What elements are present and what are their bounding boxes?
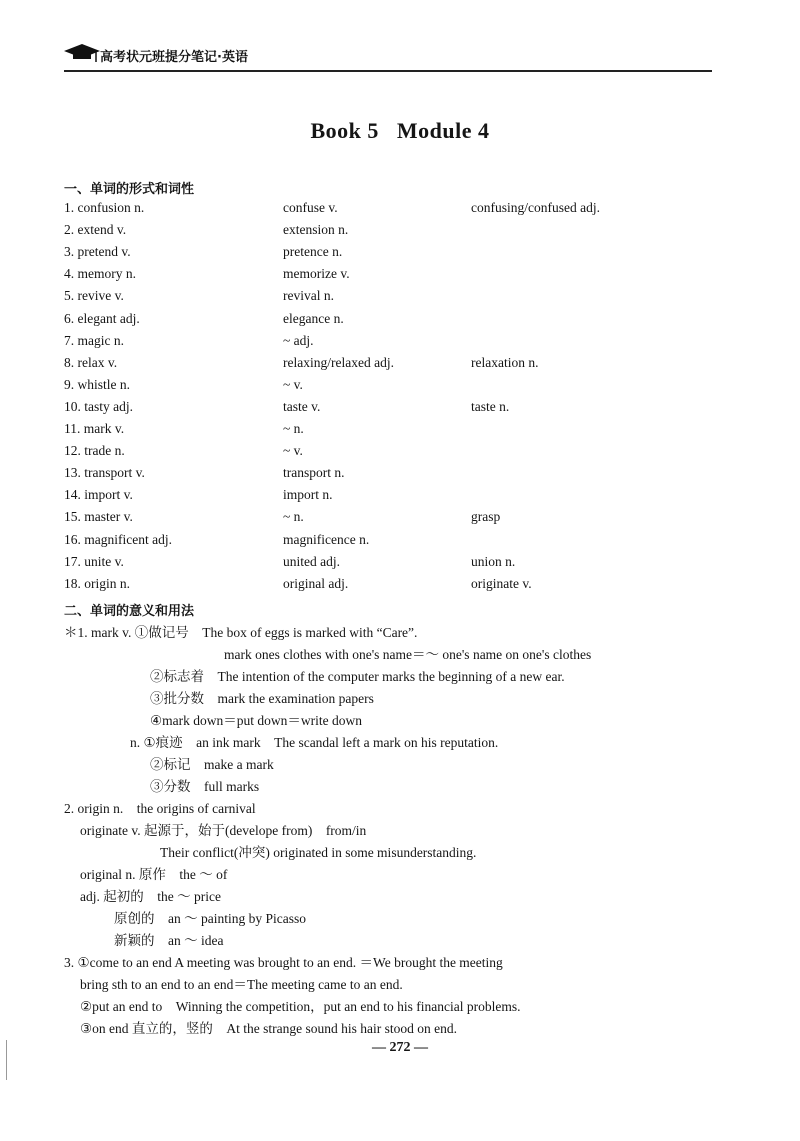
graduation-cap-icon xyxy=(64,42,100,64)
derived-word: taste v. xyxy=(283,398,321,414)
base-word: 3. pretend v. xyxy=(64,244,131,260)
word-row xyxy=(0,421,800,443)
base-word: 12. trade n. xyxy=(64,443,125,459)
related-word: taste n. xyxy=(471,398,510,414)
usage-line: 2. origin n. the origins of carnival xyxy=(64,801,256,816)
derived-word: revival n. xyxy=(283,288,334,304)
derived-word: ~ v. xyxy=(283,376,303,392)
derived-word: extension n. xyxy=(283,222,349,238)
word-row xyxy=(0,244,800,266)
base-word: 11. mark v. xyxy=(64,421,125,436)
usage-line: mark ones clothes with one's name＝～ one's name on one's clothes xyxy=(224,647,592,662)
word-row xyxy=(0,377,800,399)
base-word: 5. revive v. xyxy=(64,288,124,304)
base-word: 15. master v. xyxy=(64,509,133,525)
usage-line: ②标记 make a mark xyxy=(150,757,274,772)
word-row xyxy=(0,333,800,355)
derived-word: ~ n. xyxy=(283,421,304,436)
related-word: union n. xyxy=(471,553,516,569)
usage-line: Their conflict(冲突) originated in some misunderstanding. xyxy=(160,845,477,860)
usage-line: ④mark down＝put down＝write down xyxy=(150,713,362,728)
derived-word: relaxing/relaxed adj. xyxy=(283,354,394,370)
usage-line: bring sth to an end to an end＝The meeting came to an end. xyxy=(80,977,403,992)
word-row xyxy=(0,532,800,554)
section-2-heading: 二、单词的意义和用法 xyxy=(64,604,195,619)
base-word: 7. magic n. xyxy=(64,332,124,348)
word-row xyxy=(0,399,800,421)
word-row xyxy=(0,200,800,222)
derived-word: transport n. xyxy=(283,465,345,481)
usage-line: ②put an end to Winning the competition，put an end to his financial problems. xyxy=(80,999,521,1014)
usage-line: ＊1. mark v. ①做记号 The box of eggs is marked with “Care”. xyxy=(64,625,418,640)
word-row xyxy=(0,576,800,598)
word-row xyxy=(0,266,800,288)
related-word: originate v. xyxy=(471,575,532,591)
usage-line: ③on end 直立的，竖的 At the strange sound his hair stood on end. xyxy=(80,1021,457,1036)
base-word: 14. import v. xyxy=(64,487,133,503)
word-row xyxy=(0,487,800,509)
base-word: 1. confusion n. xyxy=(64,200,145,215)
usage-line: adj. 起初的 the ～ price xyxy=(80,889,221,904)
base-word: 18. origin n. xyxy=(64,575,130,591)
usage-line: ③批分数 mark the examination papers xyxy=(150,691,374,706)
usage-line: ②标志着 The intention of the computer marks the beginning of a new ear. xyxy=(150,669,565,684)
word-row xyxy=(0,443,800,465)
derived-word: united adj. xyxy=(283,553,340,569)
usage-line: ③分数 full marks xyxy=(150,779,260,794)
derived-word: ~ n. xyxy=(283,509,304,525)
page-header xyxy=(0,0,800,90)
base-word: 10. tasty adj. xyxy=(64,398,133,414)
derived-word: ~ v. xyxy=(283,443,303,459)
derived-word: ~ adj. xyxy=(283,332,314,348)
usage-line: 原创的 an ～ painting by Picasso xyxy=(114,911,306,926)
usage-line: original n. 原作 the ～ of xyxy=(80,867,228,882)
word-row xyxy=(0,509,800,531)
base-word: 16. magnificent adj. xyxy=(64,531,172,547)
derived-word: original adj. xyxy=(283,575,349,591)
derived-word: confuse v. xyxy=(283,200,338,215)
base-word: 8. relax v. xyxy=(64,354,118,370)
word-row xyxy=(0,222,800,244)
related-word: confusing/confused adj. xyxy=(471,200,600,215)
derived-word: pretence n. xyxy=(283,244,343,260)
page-title xyxy=(0,118,800,144)
word-row xyxy=(0,465,800,487)
book-series-title: 高考状元班提分笔记·英语 xyxy=(100,50,248,65)
derived-word: magnificence n. xyxy=(283,531,370,547)
base-word: 6. elegant adj. xyxy=(64,310,140,326)
word-row xyxy=(0,288,800,310)
related-word: relaxation n. xyxy=(471,354,539,370)
usage-line: originate v. 起源于，始于(develope from) from/in xyxy=(80,823,367,838)
derived-word: elegance n. xyxy=(283,310,344,326)
base-word: 13. transport v. xyxy=(64,465,145,481)
base-word: 2. extend v. xyxy=(64,222,127,238)
derived-word: import n. xyxy=(283,487,333,503)
word-row xyxy=(0,554,800,576)
derived-word: memorize v. xyxy=(283,266,350,282)
related-word: grasp xyxy=(471,509,501,525)
module-label: Module 4 xyxy=(396,118,490,143)
base-word: 4. memory n. xyxy=(64,266,136,282)
usage-line: 3. ①come to an end A meeting was brought to an end. ＝We brought the meeting xyxy=(64,955,503,970)
base-word: 9. whistle n. xyxy=(64,376,130,392)
base-word: 17. unite v. xyxy=(64,553,124,569)
usage-line: n. ①痕迹 an ink mark The scandal left a mark on his reputation. xyxy=(130,735,499,750)
word-row xyxy=(0,311,800,333)
book-label: Book 5 xyxy=(310,118,379,143)
header-divider xyxy=(64,70,712,72)
page-number: — 272 — xyxy=(372,1040,428,1055)
word-row xyxy=(0,355,800,377)
usage-line: 新颖的 an ～ idea xyxy=(114,933,224,948)
section-1-heading: 一、单词的形式和词性 xyxy=(64,182,195,197)
